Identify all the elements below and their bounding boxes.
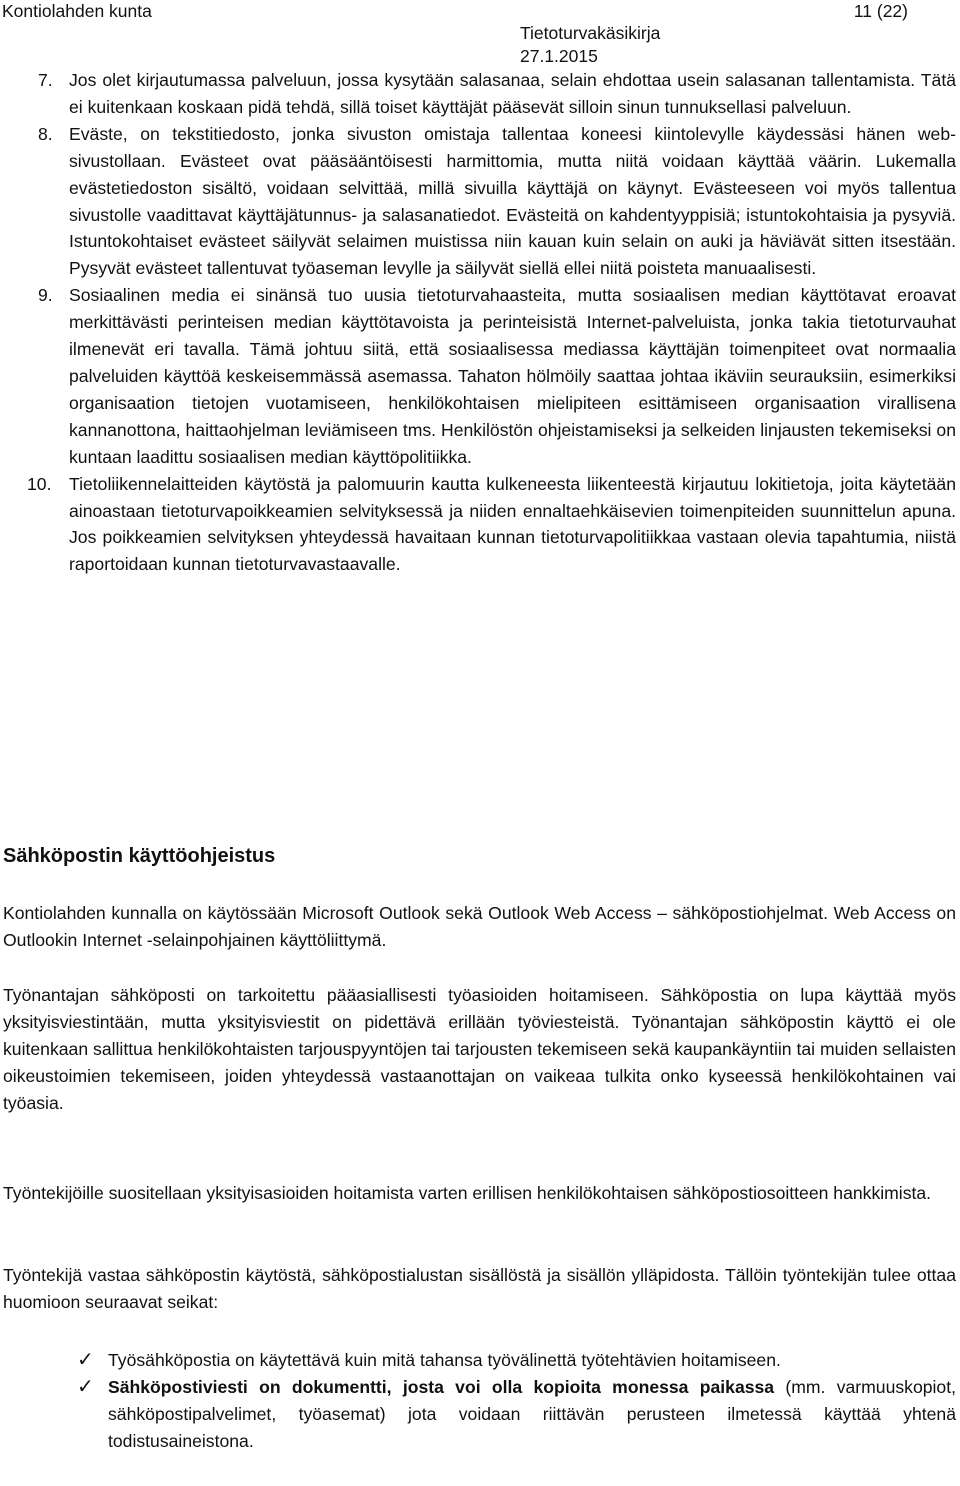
list-item	[3, 1347, 956, 1374]
item-text: Tietoliikennelaitteiden käytöstä ja palomuurin kautta kulkeneesta liikenteestä kirjautuu lokitietoja, joita käytetään ainoastaan tietoturvapoikkeamien selvityksessä ja niiden ennaltaehkäisevien toimenpiteiden suunnittelun apuna. Jos poikkeamien selvityksen yhteydessä havaitaan kunnan tietoturvapolitiikkaa vastaan olevia tapahtumia, niistä raportoidaan kunnan tietoturvavastaavalle.	[69, 473, 956, 575]
organization-name: Kontiolahden kunta	[2, 1, 152, 21]
page-number: 11 (22)	[853, 1, 908, 21]
item-text: Eväste, on tekstitiedosto, jonka sivuston omistaja tallentaa koneesi kiintolevylle käydessäsi hänen web-sivustollaan. Evästeet ovat pääsääntöisesti harmittomia, mutta niitä voidaan käyttää väärin. Lukemalla evästetiedoston sisältö, voidaan selvittää, millä sivuilla käyttäjä on käynyt. Evästeeseen voi myös tallentua sivustolle vaadittavat käyttäjätunnus- ja salasanatiedot. Evästeitä on kahdentyyppisiä; istuntokohtaisia ja pysyviä. Istuntokohtaiset evästeet säilyvät selaimen muistissa niin kauan kuin selain on auki ja häviävät sitten itsestään. Pysyvät evästeet tallentuvat työaseman levylle ja säilyvät siellä ellei niitä poisteta manuaalisesti.	[69, 123, 956, 279]
numbered-instructions	[3, 67, 956, 578]
item-text: Sosiaalinen media ei sinänsä tuo uusia tietoturvahaasteita, mutta sosiaalisen median käyttötavat eroavat merkittävästi perinteisen median käyttötavoista ja perinteisistä Internet-palveluista, jonka takia tietoturvauhat ilmenevät eri tavalla. Tämä johtuu siitä, että sosiaalisessa mediassa käyttäjän toimenpiteet ovat normaalia palveluiden käyttöä keskeisemmässä asemassa. Tahaton hölmöily saattaa johtaa ikäviin seurauksiin, esimerkiksi organisaation tietojen vuotamiseen, henkilökohtaisen mielipiteen esittämiseen organisaation virallisena kannanottona, haittaohjelman leviämiseen tms. Henkilöstön ohjeistamiseksi ja selkeiden linjausten tekemiseksi on kuntaan laadittu sosiaalisen median käyttöpolitiikka.	[69, 285, 956, 467]
paragraph-outlook: Kontiolahden kunnalla on käytössään Microsoft Outlook sekä Outlook Web Access – sähköpostiohjelmat. Web Access on Outlookin Internet -selainpohjainen käyttöliittymä.	[3, 903, 956, 950]
document-title: Tietoturvakäsikirja	[520, 23, 661, 43]
item-number: 9.	[38, 285, 53, 306]
paragraph-responsibility: Työntekijä vastaa sähköpostin käytöstä, sähköpostialustan sisällöstä ja sisällön ylläpidosta. Tällöin työntekijän tulee ottaa huomioon seuraavat seikat:	[3, 1265, 956, 1312]
item-text: Jos olet kirjautumassa palveluun, jossa kysytään salasanaa, selain ehdottaa usein salasanan tallentamista. Tätä ei kuitenkaan koskaan pidä tehdä, sillä toiset käyttäjät pääsevät silloin sinun tunnuksellasi palveluun.	[69, 70, 956, 117]
list-item	[3, 471, 956, 579]
list-item	[3, 1374, 956, 1455]
list-item	[3, 282, 956, 470]
bullet-text: Työsähköpostia on käytettävä kuin mitä tahansa työvälinettä työtehtävien hoitamiseen.	[108, 1350, 781, 1370]
email-rules-list	[3, 1347, 956, 1455]
paragraph-usage: Työnantajan sähköposti on tarkoitettu pääasiallisesti työasioiden hoitamiseen. Sähköpostia on lupa käyttää myös yksityisviestintään, mutta yksityisviestit on pidettävä erillään työviesteistä. Työnantajan sähköpostin käyttö ei ole kuitenkaan sallittua henkilökohtaisten tarjouspyyntöjen tai tarjousten tekemiseen sekä kaupankäyntiin tai muiden sellaisten oikeustoimien tekemiseen, joiden yhteydessä vastaanottajan on vaikeaa tulkita onko kyseessä henkilökohtainen vai työasia.	[3, 985, 956, 1113]
item-number: 7.	[38, 70, 53, 90]
document-info	[520, 22, 660, 68]
document-date: 27.1.2015	[520, 46, 598, 66]
instruction-list	[3, 67, 956, 578]
check-icon: ✓	[77, 1349, 94, 1371]
paragraph-recommendation: Työntekijöille suositellaan yksityisasioiden hoitamista varten erillisen henkilökohtaisen sähköpostiosoitteen hankkimista.	[3, 1183, 932, 1203]
item-number: 8.	[38, 123, 53, 144]
bullet-bold-text: Sähköpostiviesti on dokumentti, josta voi olla kopioita monessa paikassa	[108, 1376, 775, 1397]
check-icon: ✓	[77, 1375, 94, 1398]
list-item	[3, 121, 956, 282]
item-number: 10.	[27, 473, 52, 494]
list-item	[3, 67, 956, 121]
section-heading: Sähköpostin käyttöohjeistus	[3, 845, 276, 867]
bullet-text: (mm. varmuuskopiot, sähköpostipalvelimet, työasemat) jota voidaan riittävän perusteen ilmetessä käyttää yhtenä todistusaineistona.	[108, 1376, 956, 1451]
